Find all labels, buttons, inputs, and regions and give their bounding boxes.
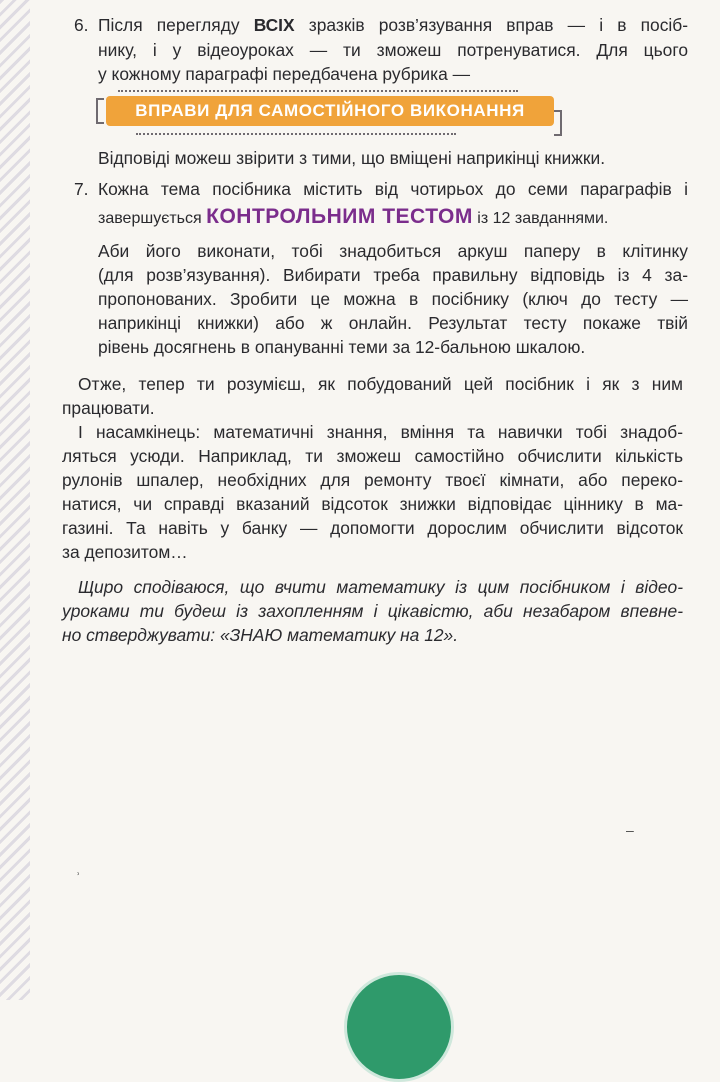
finally-line-3: рулонів шпалер, необхідних для ремонту твоєї кімнати, або переко- [62, 470, 683, 490]
item-7-para-line-2: (для розв’язування). Вибирати треба правильну відповідь із 4 за- [98, 265, 688, 285]
closing-line-2: уроками ти будеш із захопленням і цікавістю, аби незабаром впевне- [62, 601, 683, 621]
item-7-para-line-5: рівень досягнень в опануванні теми за 12-бальною шкалою. [98, 337, 586, 357]
rubric-banner-label: ВПРАВИ ДЛЯ САМОСТІЙНОГО ВИКОНАННЯ [106, 96, 554, 126]
scan-mark: ‒ [626, 822, 634, 838]
item-7-line-2: завершується КОНТРОЛЬНИМ ТЕСТОМ із 12 завданнями. [98, 205, 609, 228]
control-test-heading: КОНТРОЛЬНИМ ТЕСТОМ [206, 205, 473, 228]
item-6-line-2: нику, і у відеоуроках — ти зможеш потренуватися. Для цього [98, 40, 688, 60]
item-7-line-1: Кожна тема посібника містить від чотирьох до семи параграфів і [98, 179, 688, 199]
closing-line-1: Щиро сподіваюся, що вчити математику із цим посібником і відео- [78, 577, 683, 597]
item-6-answers: Відповіді можеш звірити з тими, що вміщені наприкінці книжки. [98, 148, 606, 168]
summary-line-1: Отже, тепер ти розумієш, як побудований цей посібник і як з ним [78, 374, 683, 394]
item-6-line-1: Після перегляду ВСІХ зразків розв’язування вправ — і в посіб- [98, 15, 688, 35]
item-7-para-line-1: Аби його виконати, тобі знадобиться аркуш паперу в клітинку [98, 241, 688, 261]
finally-line-5: газині. Та навіть у банку — допомогти дорослим обчислити відсоток [62, 518, 683, 538]
item-7-para-line-3: пропонованих. Зробити це можна в посібнику (ключ до тесту — [98, 289, 688, 309]
page-number-badge [344, 972, 454, 1082]
item-6-number: 6. [74, 15, 89, 35]
item-6-line-3: у кожному параграфі передбачена рубрика — [98, 64, 471, 84]
finally-line-6: за депозитом… [62, 542, 188, 562]
scan-mark: ⸒ [76, 859, 81, 875]
finally-line-1: І насамкінець: математичні знання, вміння та навички тобі знадоб- [78, 422, 683, 442]
closing-line-3: но стверджувати: «ЗНАЮ математику на 12». [62, 625, 459, 645]
rubric-banner [96, 86, 566, 138]
finally-line-4: натися, чи справді вказаний відсоток знижки відповідає ціннику в ма- [62, 494, 683, 514]
item-7-number: 7. [74, 179, 89, 199]
summary-line-2: працювати. [62, 398, 155, 418]
item-7-para-line-4: наприкінці книжки) або ж онлайн. Результат тесту покаже твій [98, 313, 688, 333]
page-binding-edge [0, 0, 30, 1000]
finally-line-2: ляться усюди. Наприклад, ти зможеш самостійно обчислити кількість [62, 446, 683, 466]
